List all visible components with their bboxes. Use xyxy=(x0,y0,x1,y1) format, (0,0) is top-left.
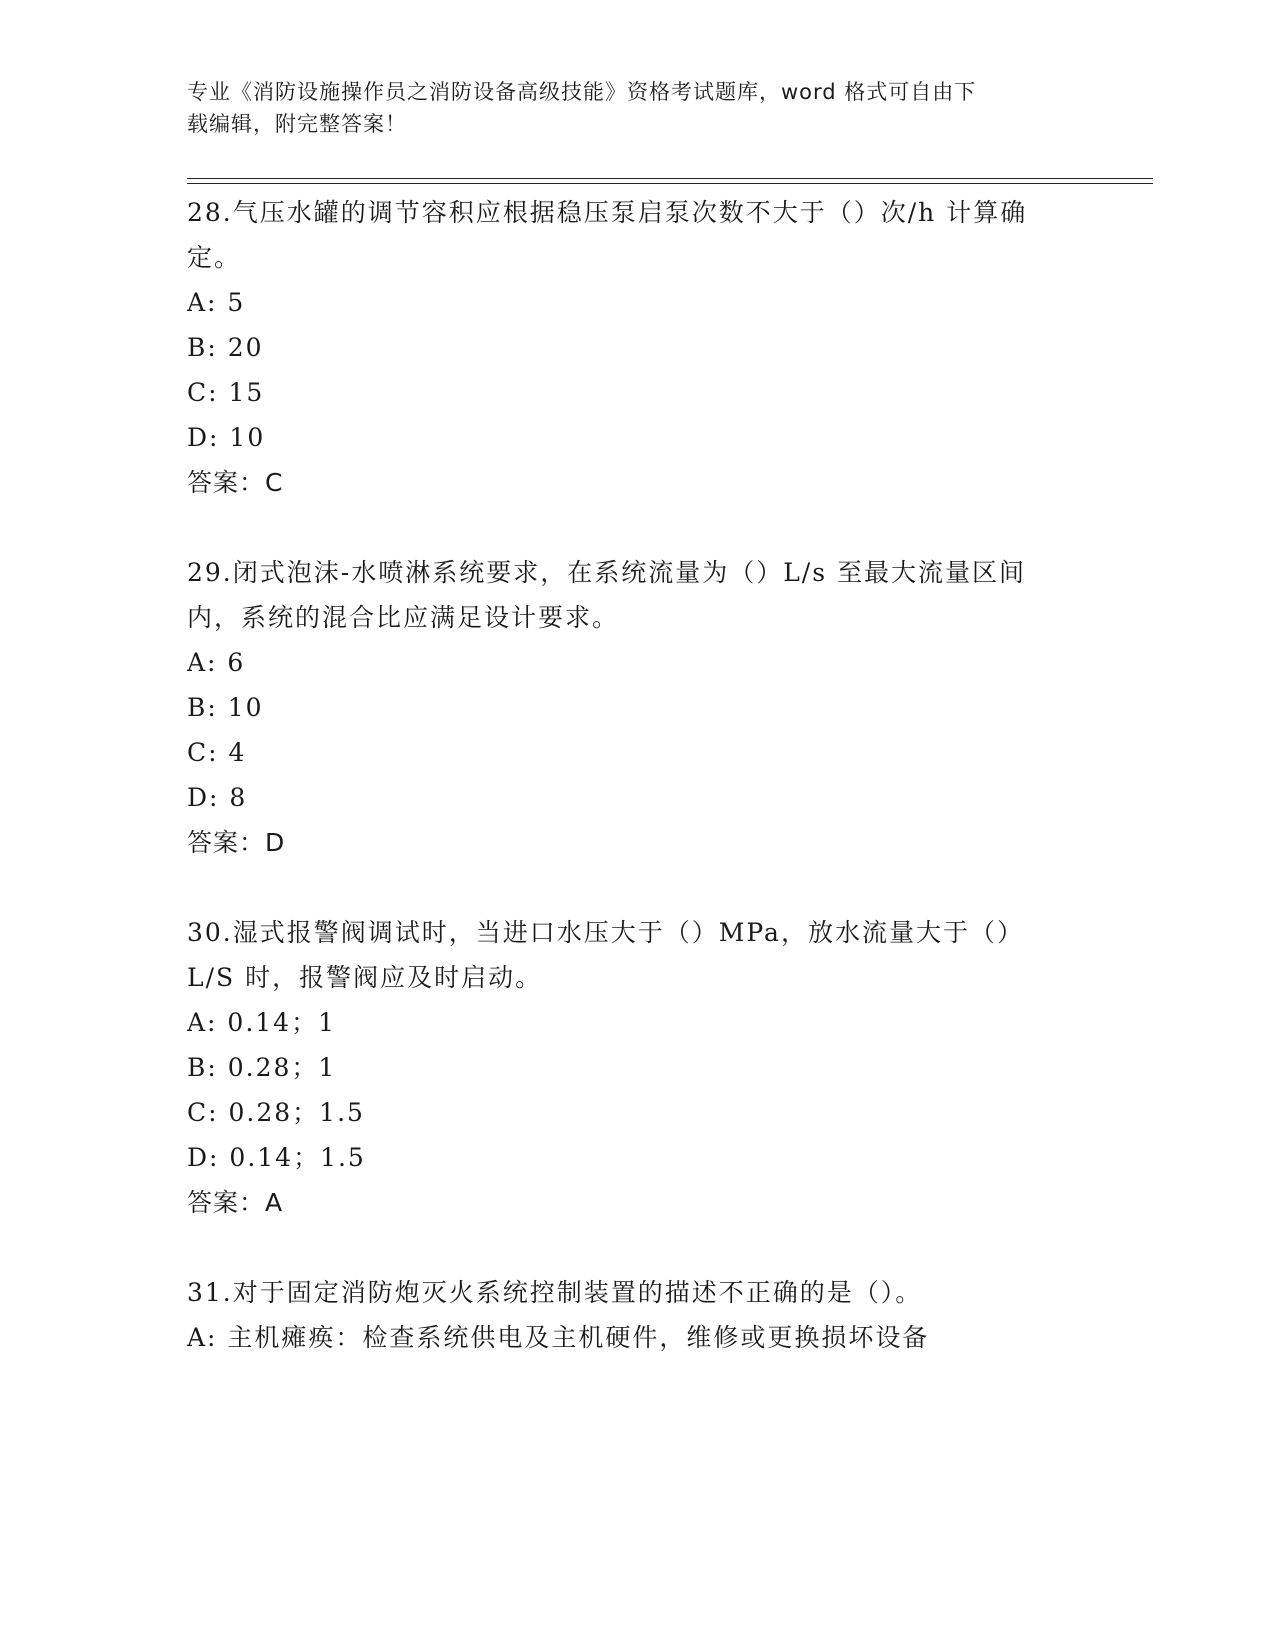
option-c: C: 0.28；1.5 xyxy=(187,1098,365,1127)
option-c: C: 4 xyxy=(187,738,247,767)
option-a: A: 0.14；1 xyxy=(187,1008,336,1037)
option-d: D: 8 xyxy=(187,783,248,812)
header-rule-bottom xyxy=(187,183,1153,184)
option-b: B: 0.28；1 xyxy=(187,1053,337,1082)
header-rule-top xyxy=(187,178,1153,179)
answer-line: 答案：D xyxy=(187,828,286,857)
document-header xyxy=(187,76,1087,140)
question-stem: 30.湿式报警阀调试时，当进口水压大于（）MPa，放水流量大于（） xyxy=(187,918,1024,947)
question-stem-continued: 内，系统的混合比应满足设计要求。 xyxy=(187,603,620,632)
option-a: A: 6 xyxy=(187,648,246,677)
question-stem: 29.闭式泡沫-水喷淋系统要求，在系统流量为（）L/s 至最大流量区间 xyxy=(187,558,1027,587)
question-28 xyxy=(187,190,1087,505)
option-c: C: 15 xyxy=(187,378,265,407)
question-stem-continued: L/S 时，报警阀应及时启动。 xyxy=(187,963,543,992)
question-stem: 31.对于固定消防炮灭火系统控制装置的描述不正确的是（）。 xyxy=(187,1278,923,1307)
answer-line: 答案：A xyxy=(187,1188,284,1217)
header-line-1: 专业《消防设施操作员之消防设备高级技能》资格考试题库，word 格式可自由下 xyxy=(187,80,977,104)
question-spacer xyxy=(187,1225,1087,1270)
question-29 xyxy=(187,550,1087,865)
question-list xyxy=(187,190,1087,1360)
option-b: B: 20 xyxy=(187,333,264,362)
question-stem-continued: 定。 xyxy=(187,243,242,272)
option-a: A: 主机瘫痪：检查系统供电及主机硬件，维修或更换损坏设备 xyxy=(187,1323,930,1352)
option-d: D: 10 xyxy=(187,423,266,452)
question-31 xyxy=(187,1270,1087,1360)
question-30 xyxy=(187,910,1087,1225)
option-b: B: 10 xyxy=(187,693,264,722)
header-line-2: 载编辑，附完整答案！ xyxy=(187,112,407,136)
option-d: D: 0.14；1.5 xyxy=(187,1143,366,1172)
question-spacer xyxy=(187,865,1087,910)
option-a: A: 5 xyxy=(187,288,246,317)
question-stem: 28.气压水罐的调节容积应根据稳压泵启泵次数不大于（）次/h 计算确 xyxy=(187,198,1028,227)
answer-line: 答案：C xyxy=(187,468,284,497)
question-spacer xyxy=(187,505,1087,550)
